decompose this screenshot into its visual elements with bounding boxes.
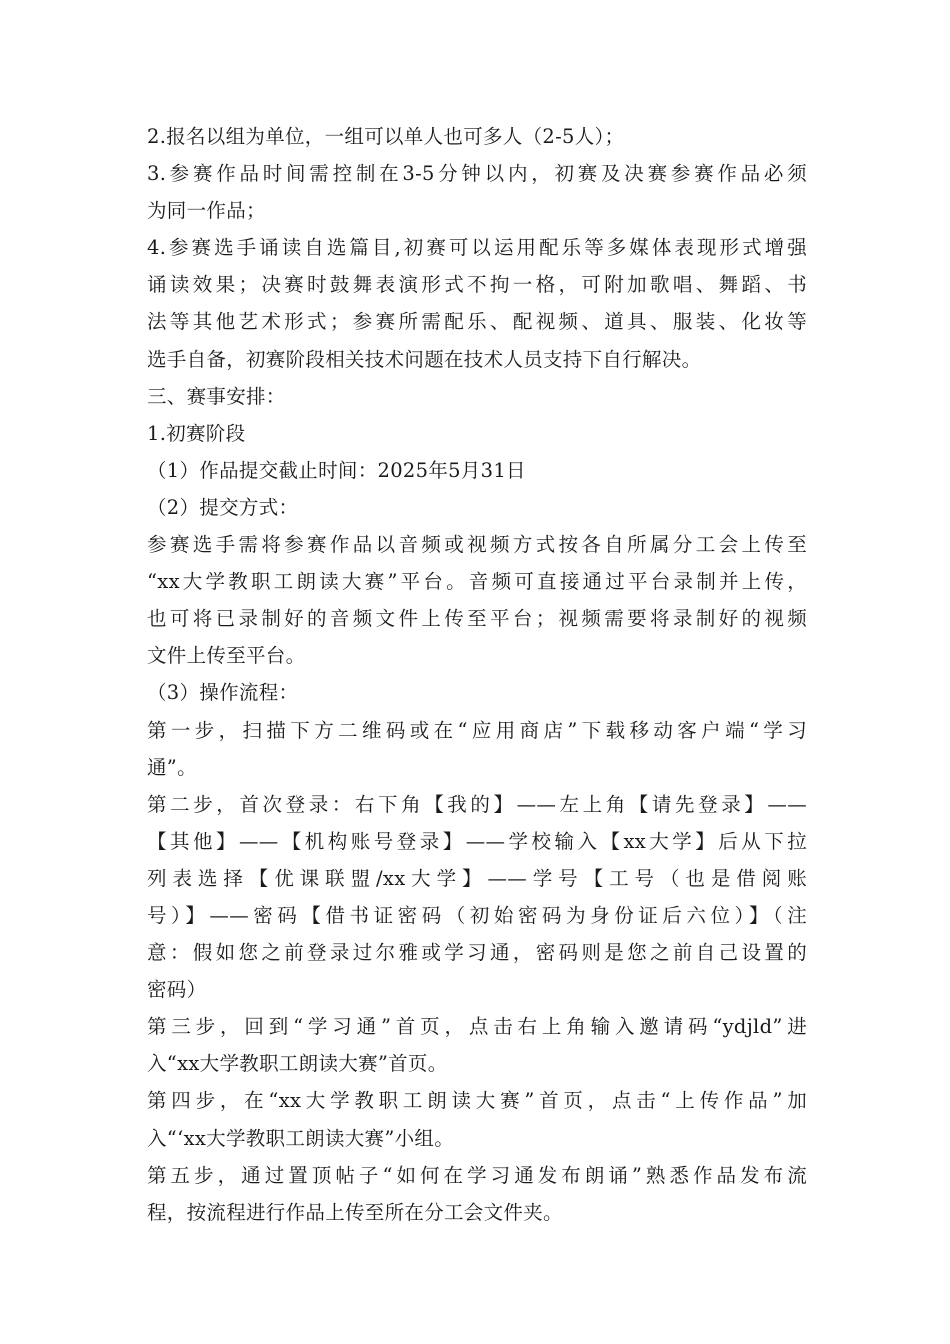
text-line: 参赛选手需将参赛作品以音频或视频方式按各自所属分工会上传至: [147, 533, 807, 557]
text-line: 第四步，在“xx大学教职工朗读大赛”首页，点击“上传作品”加: [147, 1089, 807, 1113]
document-body: [147, 118, 807, 1231]
text-line: 密码）: [147, 978, 207, 1002]
text-line: 入“‘xx大学教职工朗读大赛”小组。: [147, 1126, 455, 1150]
subsection-heading: 1.初赛阶段: [147, 421, 246, 445]
text-line: 3.参赛作品时间需控制在3-5分钟以内，初赛及决赛参赛作品必须: [147, 162, 807, 186]
text-line: 第三步，回到“学习通”首页，点击右上角输入邀请码“ydjld”进: [147, 1015, 807, 1039]
text-line: 第五步，通过置顶帖子“如何在学习通发布朗诵”熟悉作品发布流: [147, 1163, 807, 1187]
text-line: 入“xx大学教职工朗读大赛”首页。: [147, 1052, 448, 1076]
text-line: 意：假如您之前登录过尔雅或学习通，密码则是您之前自己设置的: [147, 941, 807, 965]
text-line: 列表选择【优课联盟/xx大学】——学号【工号（也是借阅账: [147, 866, 807, 890]
text-line: （3）操作流程：: [147, 681, 299, 705]
text-line: 选手自备，初赛阶段相关技术问题在技术人员支持下自行解决。: [147, 347, 702, 371]
text-line: （1）作品提交截止时间：2025年5月31日: [147, 458, 526, 482]
text-line: 4.参赛选手诵读自选篇目,初赛可以运用配乐等多媒体表现形式增强: [147, 236, 807, 260]
section-heading: 三、赛事安排：: [147, 384, 286, 408]
text-line: 第二步，首次登录：右下角【我的】——左上角【请先登录】——: [147, 792, 807, 816]
text-line: 程，按流程进行作品上传至所在分工会文件夹。: [147, 1200, 563, 1224]
text-line: 为同一作品；: [147, 199, 266, 223]
text-line: 诵读效果；决赛时鼓舞表演形式不拘一格，可附加歌唱、舞蹈、书: [147, 273, 807, 297]
text-line: 【其他】——【机构账号登录】——学校输入【xx大学】后从下拉: [147, 829, 807, 853]
text-line: 文件上传至平台。: [147, 644, 306, 668]
text-line: 通”。: [147, 755, 197, 779]
text-line: 2.报名以组为单位，一组可以单人也可多人（2-5人）；: [147, 125, 625, 148]
text-line: 第一步，扫描下方二维码或在“应用商店”下载移动客户端“学习: [147, 718, 807, 742]
text-line: 号）】——密码【借书证密码（初始密码为身份证后六位）】（注: [147, 903, 807, 927]
text-line: 也可将已录制好的音频文件上传至平台；视频需要将录制好的视频: [147, 607, 807, 631]
text-line: 法等其他艺术形式；参赛所需配乐、配视频、道具、服装、化妆等: [147, 310, 807, 334]
text-line: （2）提交方式：: [147, 495, 299, 519]
text-line: “xx大学教职工朗读大赛”平台。音频可直接通过平台录制并上传，: [147, 570, 807, 594]
